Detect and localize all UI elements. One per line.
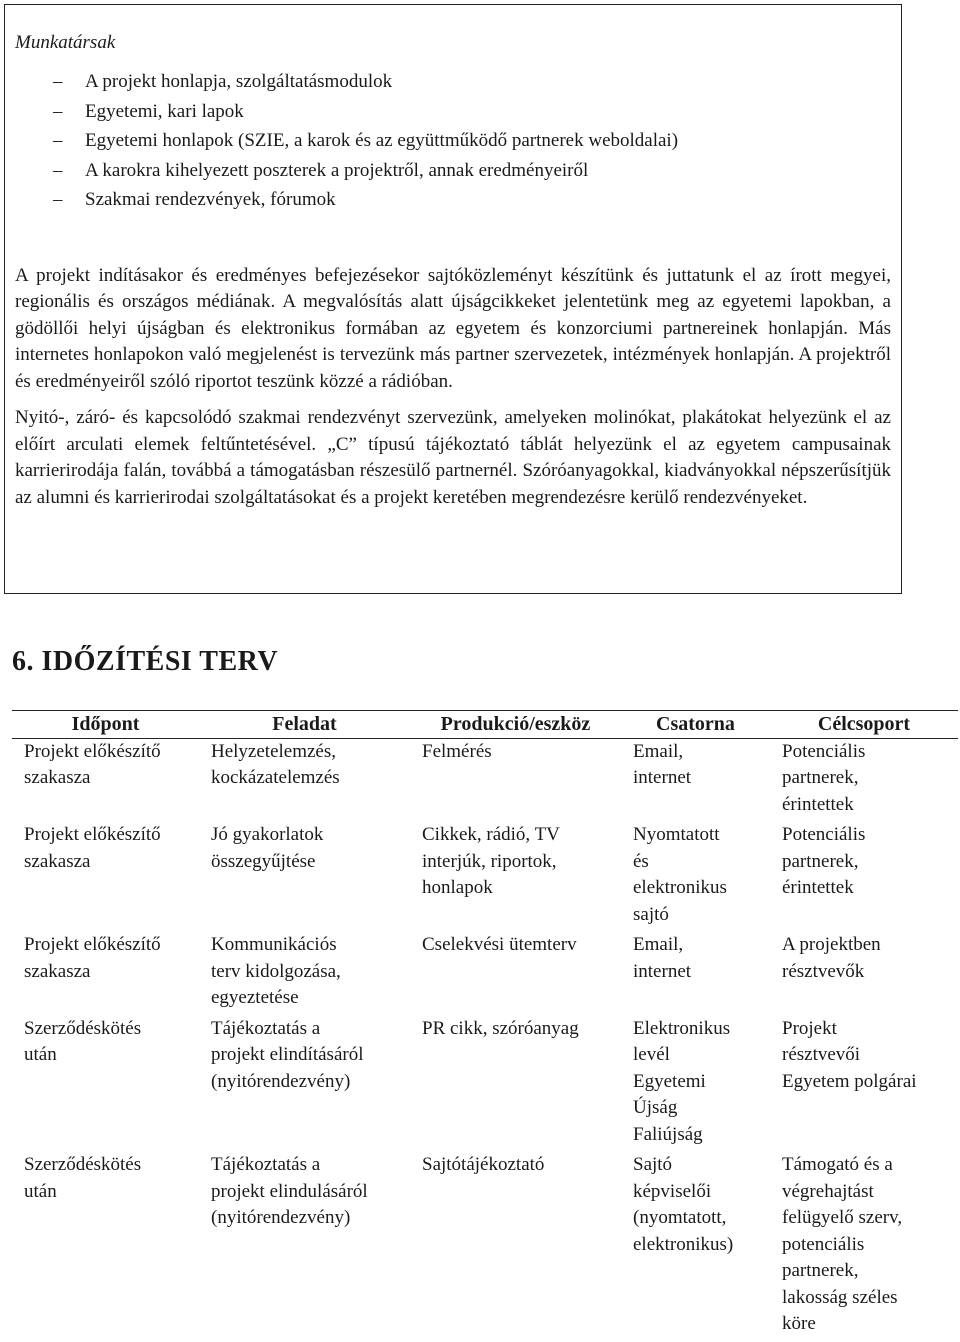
cell-line: Email, <box>633 740 684 762</box>
table-row <box>12 738 958 822</box>
header-celcsoport: Célcsoport <box>770 711 958 739</box>
cell-line: projekt elindulásáról <box>211 1180 368 1202</box>
cell-line: sajtó <box>633 903 669 925</box>
box-title: Munkatársak <box>15 32 116 53</box>
cell-feladat <box>199 738 410 822</box>
cell-line: PR cikk, szóróanyag <box>422 1017 579 1039</box>
cell-line: Újság <box>633 1097 678 1118</box>
bullet-list <box>15 67 891 215</box>
cell-line: után <box>24 1180 57 1202</box>
table-header-row <box>12 711 958 739</box>
cell-idopont <box>12 822 199 932</box>
cell-line: partnerek, <box>782 1260 859 1281</box>
table-row <box>12 932 958 1016</box>
cell-feladat <box>199 1152 410 1342</box>
cell-celcsoport <box>770 932 958 1016</box>
cell-line: Egyetem polgárai <box>782 1070 917 1092</box>
cell-line: projekt elindításáról <box>211 1044 364 1065</box>
cell-line: kockázatelemzés <box>211 767 340 788</box>
cell-line: résztvevői <box>782 1044 861 1065</box>
cell-line: lakosság széles <box>782 1286 898 1308</box>
bullet-text: Szakmai rendezvények, fórumok <box>85 189 336 210</box>
cell-line: Helyzetelemzés, <box>211 740 337 762</box>
section-title: 6. IDŐZÍTÉSI TERV <box>12 646 279 677</box>
cell-line: Felmérés <box>422 740 492 762</box>
cell-celcsoport <box>770 738 958 822</box>
cell-line: köre <box>782 1313 816 1334</box>
cell-feladat <box>199 1016 410 1153</box>
staff-box <box>4 4 902 594</box>
dash-icon: – <box>53 100 63 122</box>
cell-line: elektronikus) <box>633 1233 734 1255</box>
dash-icon: – <box>53 130 63 151</box>
cell-line: Egyetemi <box>633 1070 706 1092</box>
cell-line: résztvevők <box>782 960 865 982</box>
cell-line: (nyitórendezvény) <box>211 1070 351 1092</box>
cell-line: interjúk, riportok, <box>422 850 557 872</box>
bullet-text: A projekt honlapja, szolgáltatásmodulok <box>85 71 393 92</box>
dash-icon: – <box>53 189 63 210</box>
bullet-item <box>53 126 891 156</box>
cell-line: A projektben <box>782 934 881 955</box>
cell-idopont <box>12 1016 199 1153</box>
timing-plan-table <box>12 710 958 1342</box>
cell-line: Tájékoztatás a <box>211 1154 321 1175</box>
bullet-text: Egyetemi, kari lapok <box>85 100 244 122</box>
cell-csatorna <box>621 932 770 1016</box>
dash-icon: – <box>53 159 63 181</box>
header-produkcio: Produkció/eszköz <box>410 711 621 739</box>
cell-line: Projekt <box>782 1017 837 1039</box>
cell-line: és <box>633 850 649 872</box>
cell-csatorna <box>621 1152 770 1342</box>
cell-line: érintettek <box>782 793 854 815</box>
cell-celcsoport <box>770 1016 958 1153</box>
cell-line: levél <box>633 1044 670 1065</box>
cell-line: (nyitórendezvény) <box>211 1207 351 1228</box>
bullet-item <box>53 97 891 127</box>
cell-line: Jó gyakorlatok <box>211 824 324 845</box>
bullet-text: A karokra kihelyezett poszterek a projektről, annak eredményeiről <box>85 159 589 181</box>
cell-line: Sajtó <box>633 1154 673 1175</box>
cell-feladat <box>199 932 410 1016</box>
table-row <box>12 1016 958 1153</box>
cell-produkcio <box>410 738 621 822</box>
bullet-text: Egyetemi honlapok (SZIE, a karok és az együttműködő partnerek weboldalai) <box>85 130 679 151</box>
cell-line: egyeztetése <box>211 987 299 1008</box>
paragraph-media: A projekt indításakor és eredményes befejezésekor sajtóközleményt készítünk és juttatunk el az írott megyei, regionális és országos médiának. A megvalósítás alatt újságcikkeket jelentetünk meg az egyetemi lapokban, a gödöllői helyi újságban és elektronikus formában az egyetem és konzorciumi partnereinek honlapján. Más internetes honlapokon való megjelenést is tervezünk más partner szervezetek, intézmények honlapján. A projektről és eredményeiről szóló riportot teszünk közzé a rádióban. <box>15 264 891 392</box>
cell-csatorna <box>621 822 770 932</box>
cell-csatorna <box>621 1016 770 1153</box>
cell-line: internet <box>633 767 692 788</box>
table-row <box>12 1152 958 1342</box>
cell-produkcio <box>410 1152 621 1342</box>
cell-feladat <box>199 822 410 932</box>
table-body <box>12 738 958 1342</box>
cell-line: Faliújság <box>633 1123 703 1145</box>
cell-line: Támogató és a <box>782 1154 893 1175</box>
cell-line: Tájékoztatás a <box>211 1017 321 1039</box>
cell-line: Potenciális <box>782 740 866 762</box>
cell-produkcio <box>410 932 621 1016</box>
cell-idopont <box>12 738 199 822</box>
cell-line: Cselekvési ütemterv <box>422 934 577 955</box>
cell-line: honlapok <box>422 877 493 898</box>
table-row <box>12 822 958 932</box>
header-feladat: Feladat <box>199 711 410 739</box>
cell-csatorna <box>621 738 770 822</box>
cell-line: internet <box>633 960 692 982</box>
cell-line: érintettek <box>782 877 854 898</box>
cell-line: Sajtótájékoztató <box>422 1154 545 1175</box>
cell-line: felügyelő szerv, <box>782 1207 903 1228</box>
dash-icon: – <box>53 71 63 92</box>
cell-line: Projekt előkészítő <box>24 824 161 845</box>
header-csatorna: Csatorna <box>621 711 770 739</box>
cell-line: végrehajtást <box>782 1180 874 1202</box>
cell-line: Kommunikációs <box>211 934 337 955</box>
cell-line: Cikkek, rádió, TV <box>422 824 560 845</box>
cell-line: szakasza <box>24 850 91 872</box>
cell-line: partnerek, <box>782 850 859 872</box>
cell-line: Szerződéskötés <box>24 1017 142 1039</box>
cell-line: Nyomtatott <box>633 824 720 845</box>
cell-produkcio <box>410 1016 621 1153</box>
cell-line: képviselői <box>633 1180 712 1202</box>
cell-produkcio <box>410 822 621 932</box>
header-idopont: Időpont <box>12 711 199 739</box>
cell-idopont <box>12 932 199 1016</box>
cell-line: Elektronikus <box>633 1017 731 1039</box>
cell-line: (nyomtatott, <box>633 1207 727 1228</box>
cell-line: potenciális <box>782 1233 865 1255</box>
bullet-item <box>53 156 891 186</box>
cell-line: szakasza <box>24 767 91 788</box>
cell-celcsoport <box>770 1152 958 1342</box>
cell-line: Potenciális <box>782 824 866 845</box>
cell-line: Szerződéskötés <box>24 1154 142 1175</box>
cell-idopont <box>12 1152 199 1342</box>
cell-celcsoport <box>770 822 958 932</box>
cell-line: terv kidolgozása, <box>211 960 341 982</box>
cell-line: szakasza <box>24 960 91 982</box>
cell-line: összegyűjtése <box>211 850 316 872</box>
bullet-item <box>53 185 891 215</box>
paragraph-events: Nyitó-, záró- és kapcsolódó szakmai rendezvényt szervezünk, amelyeken molinókat, plakátokat helyezünk el az előírt arculati elemek feltűntetésével. „C” típusú tájékoztató táblát helyezünk el az egyetem campusainak karrierirodája falán, továbbá a támogatásban részesülő partnernél. Szóróanyagokkal, kiadványokkal népszerűsítjük az alumni és karrierirodai szolgáltatásokat és a projekt keretében megrendezésre kerülő rendezvényeket. <box>15 407 891 508</box>
cell-line: Projekt előkészítő <box>24 740 161 762</box>
cell-line: Email, <box>633 934 684 955</box>
bullet-item <box>53 67 891 97</box>
cell-line: partnerek, <box>782 767 859 788</box>
cell-line: Projekt előkészítő <box>24 934 161 955</box>
cell-line: elektronikus <box>633 877 727 898</box>
cell-line: után <box>24 1044 57 1065</box>
